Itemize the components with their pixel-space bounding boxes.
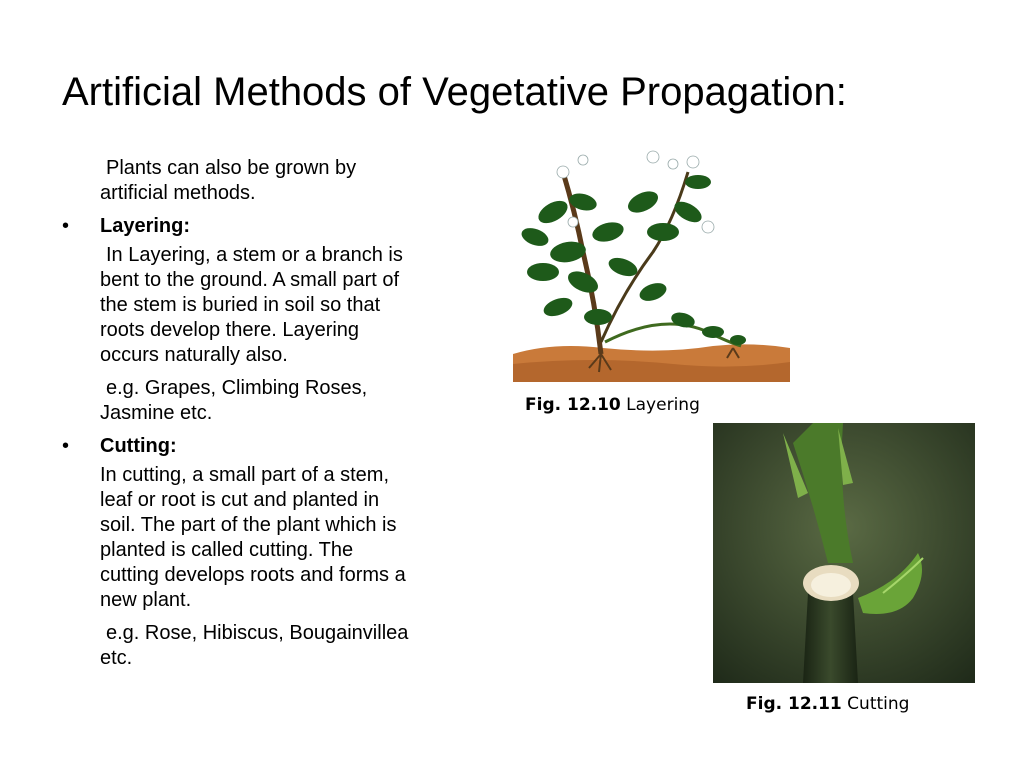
slide-body (62, 156, 487, 679)
layering-line-1: In Layering, a stem or a branch is (106, 244, 403, 266)
layering-heading: Layering: (100, 215, 191, 237)
figure-label-cutting: Cutting (847, 694, 910, 714)
layering-line-3: the stem is buried in soil so that (100, 294, 381, 316)
cutting-line-2: leaf or root is cut and planted in (100, 489, 380, 511)
caption-cutting (746, 694, 909, 714)
intro-paragraph (100, 156, 487, 206)
figure-label-layering: Layering (626, 395, 700, 415)
figure-number-layering: Fig. 12.10 (525, 395, 621, 415)
layering-examples (100, 376, 487, 426)
figure-cutting (713, 423, 975, 721)
layering-illustration (513, 142, 790, 392)
cutting-illustration (713, 423, 975, 683)
intro-line-2: artificial methods. (100, 182, 256, 204)
layering-line-2: bent to the ground. A small part of (100, 269, 400, 291)
cutting-heading: Cutting: (100, 435, 177, 457)
figure-layering (513, 142, 790, 422)
figure-number-cutting: Fig. 12.11 (746, 694, 842, 714)
cutting-line-5: cutting develops roots and forms a (100, 564, 406, 586)
cutting-examples (100, 621, 487, 671)
cutting-line-3: soil. The part of the plant which is (100, 514, 397, 536)
cutting-line-6: new plant. (100, 589, 192, 611)
bullet-layering (100, 214, 487, 239)
cutting-example-line-1: e.g. Rose, Hibiscus, Bougainvillea (106, 622, 409, 644)
layering-line-4: roots develop there. Layering (100, 319, 360, 341)
cutting-line-4: planted is called cutting. The (100, 539, 354, 561)
layering-example-line-1: e.g. Grapes, Climbing Roses, (106, 377, 368, 399)
cutting-line-1: In cutting, a small part of a stem, (100, 464, 390, 486)
cutting-description (100, 463, 487, 613)
layering-example-line-2: Jasmine etc. (100, 402, 213, 424)
layering-line-5: occurs naturally also. (100, 344, 288, 366)
caption-layering (525, 395, 700, 415)
bullet-cutting (100, 434, 487, 459)
layering-description (100, 243, 487, 368)
intro-line-1: Plants can also be grown by (106, 157, 357, 179)
cutting-example-line-2: etc. (100, 647, 133, 669)
slide-title: Artificial Methods of Vegetative Propagation: (62, 70, 847, 114)
